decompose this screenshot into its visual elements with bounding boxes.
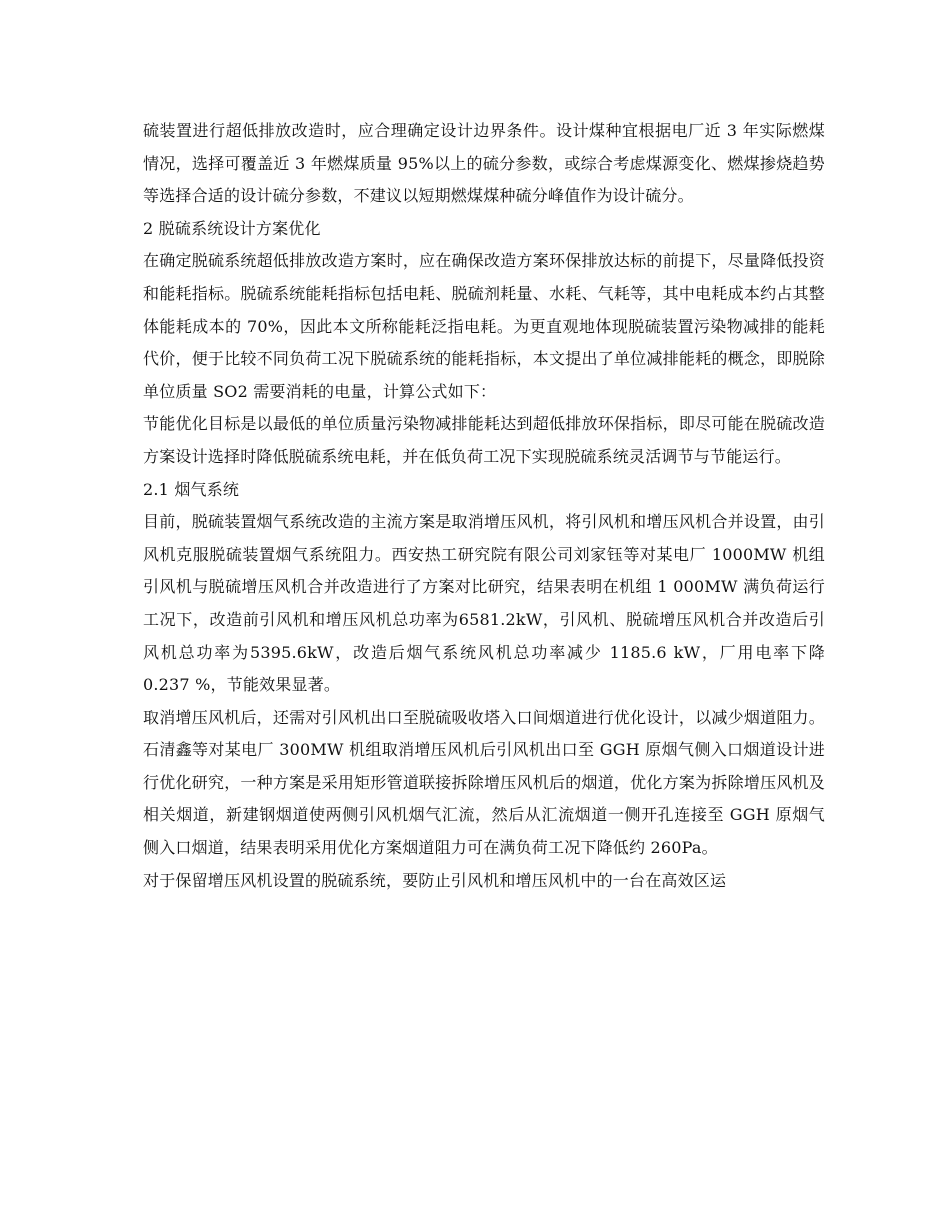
paragraph-booster-fan: 对于保留增压风机设置的脱硫系统，要防止引风机和增压风机中的一台在高效区运 <box>143 870 727 890</box>
paragraph-energy-index: 在确定脱硫系统超低排放改造方案时，应在确保改造方案环保排放达标的前提下，尽量降低投资和能耗指标。脱硫系统能耗指标包括电耗、脱硫剂耗量、水耗、气耗等，其中电耗成本约占其整体能耗成本的 70%，因此本文所称能耗泛指电耗。为更直观地体现脱硫装置污染物减排的能耗代价，便于比较不同负荷工况下脱硫系统的能耗指标，本文提出了单位减排能耗的概念，即脱除单位质量 SO2 需要消耗的电量，计算公式如下： <box>143 251 825 401</box>
paragraph-duct-optimization: 取消增压风机后，还需对引风机出口至脱硫吸收塔入口间烟道进行优化设计，以减少烟道阻力。石清鑫等对某电厂 300MW 机组取消增压风机后引风机出口至 GGH 原烟气侧入口烟道设计进行优化研究，一种方案是采用矩形管道联接拆除增压风机后的烟道，优化方案为拆除增压风机及相关烟道，新建钢烟道使两侧引风机烟气汇流，然后从汇流烟道一侧开孔连接至 GGH 原烟气侧入口烟道，结果表明采用优化方案烟道阻力可在满负荷工况下降低约 260Pa。 <box>143 707 825 858</box>
section-heading-2-1: 2.1 烟气系统 <box>143 479 240 499</box>
paragraph-flue-gas-system: 目前，脱硫装置烟气系统改造的主流方案是取消增压风机，将引风机和增压风机合并设置，由引风机克服脱硫装置烟气系统阻力。西安热工研究院有限公司刘家钰等对某电厂 1000MW 机组引风机与脱硫增压风机合并改造进行了方案对比研究，结果表明在机组 1 000MW 满负荷运行工况下，改造前引风机和增压风机总功率为6581.2kW，引风机、脱硫增压风机合并改造后引风机总功率为5395.6kW，改造后烟气系统风机总功率减少 1185.6 kW，厂用电率下降 0.237 %，节能效果显著。 <box>143 512 825 695</box>
paragraph-sulfur-design: 硫装置进行超低排放改造时，应合理确定设计边界条件。设计煤种宜根据电厂近 3 年实际燃煤情况，选择可覆盖近 3 年燃煤质量 95%以上的硫分参数，或综合考虑煤源变化、燃煤掺烧趋势等选择合适的设计硫分参数，不建议以短期燃煤煤种硫分峰值作为设计硫分。 <box>143 121 825 206</box>
paragraph-optimization-goal: 节能优化目标是以最低的单位质量污染物减排能耗达到超低排放环保指标，即尽可能在脱硫改造方案设计选择时降低脱硫系统电耗，并在低负荷工况下实现脱硫系统灵活调节与节能运行。 <box>143 414 825 466</box>
section-heading-2: 2 脱硫系统设计方案优化 <box>143 218 321 238</box>
document-page <box>143 115 825 897</box>
